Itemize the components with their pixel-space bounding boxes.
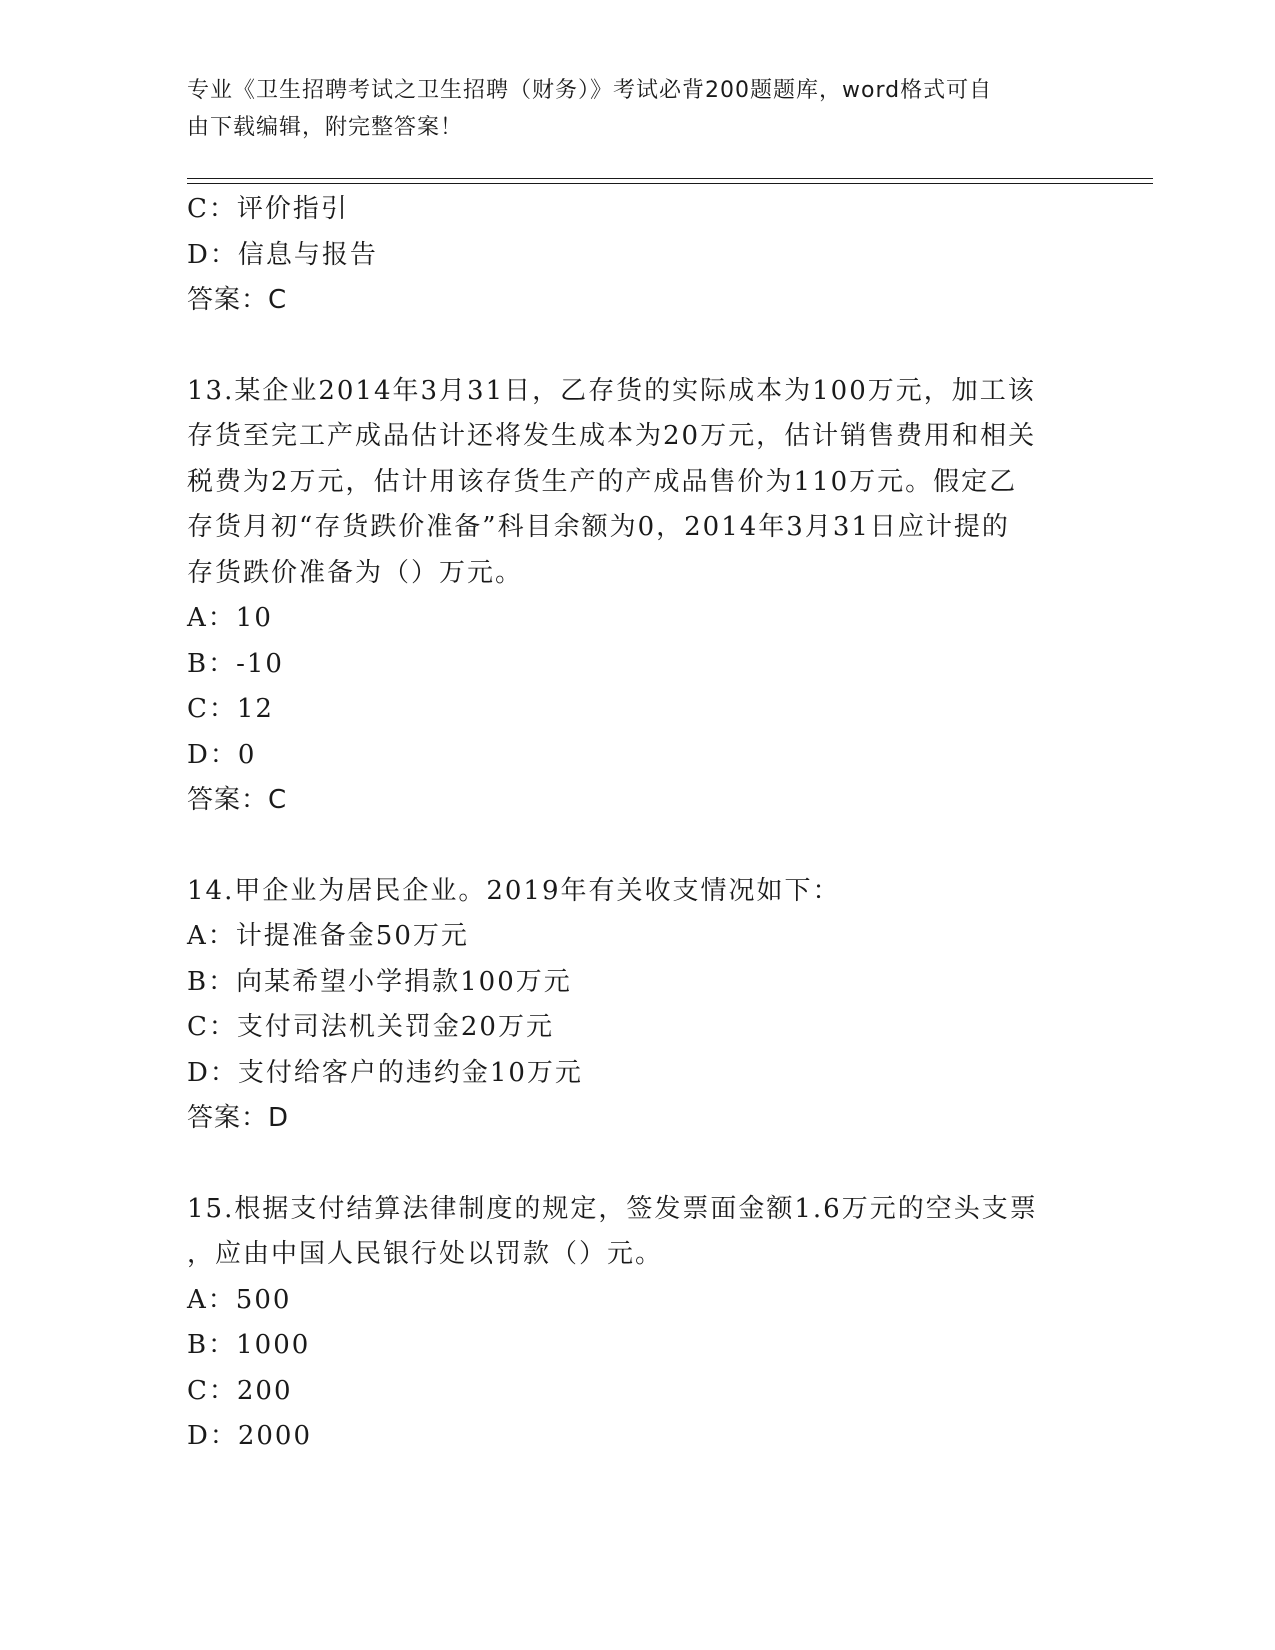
spacer (187, 1142, 1087, 1187)
question-13 (187, 369, 1087, 824)
document-body (187, 187, 1087, 1460)
option-a: A：10 (187, 603, 273, 633)
previous-question (187, 187, 1087, 324)
header-line-1: 专业《卫生招聘考试之卫生招聘（财务）》考试必背200题题库，word格式可自 (187, 78, 993, 103)
answer-line: 答案：C (187, 285, 288, 315)
question-stem-line: 14.甲企业为居民企业。2019年有关收支情况如下： (187, 875, 841, 906)
header-divider-top (187, 178, 1153, 179)
option-d: D：信息与报告 (187, 239, 378, 270)
question-stem-line: 存货月初“存货跌价准备”科目余额为0，2014年3月31日应计提的 (187, 512, 1010, 542)
question-stem-line: 存货至完工产成品估计还将发生成本为20万元，估计销售费用和相关 (187, 421, 1037, 451)
header-line-2: 由下载编辑，附完整答案！ (187, 115, 464, 140)
option-d: D：0 (187, 739, 257, 770)
option-a: A：计提准备金50万元 (187, 921, 469, 951)
option-c: C：评价指引 (187, 194, 349, 224)
question-stem-line: 存货跌价准备为（）万元。 (187, 557, 524, 588)
question-14 (187, 869, 1087, 1142)
question-stem-line: 税费为2万元，估计用该存货生产的产成品售价为110万元。假定乙 (187, 466, 1018, 497)
option-a: A：500 (187, 1284, 292, 1315)
option-c: C：200 (187, 1375, 293, 1406)
header-divider-bottom (187, 183, 1153, 184)
question-stem-line: 15.根据支付结算法律制度的规定，签发票面金额1.6万元的空头支票 (187, 1193, 1038, 1224)
answer-line: 答案：D (187, 1103, 290, 1133)
answer-line: 答案：C (187, 785, 288, 815)
option-c: C：支付司法机关罚金20万元 (187, 1012, 554, 1042)
spacer (187, 824, 1087, 869)
document-header (187, 72, 1087, 146)
question-stem-line: 13.某企业2014年3月31日，乙存货的实际成本为100万元，加工该 (187, 375, 1036, 406)
option-d: D：支付给客户的违约金10万元 (187, 1057, 583, 1088)
question-stem-line: ，应由中国人民银行处以罚款（）元。 (187, 1239, 664, 1269)
option-b: B：1000 (187, 1330, 311, 1360)
question-15 (187, 1187, 1087, 1460)
option-b: B：-10 (187, 648, 284, 679)
option-d: D：2000 (187, 1421, 313, 1451)
option-b: B：向某希望小学捐款100万元 (187, 966, 572, 997)
option-c: C：12 (187, 694, 274, 724)
spacer (187, 324, 1087, 369)
